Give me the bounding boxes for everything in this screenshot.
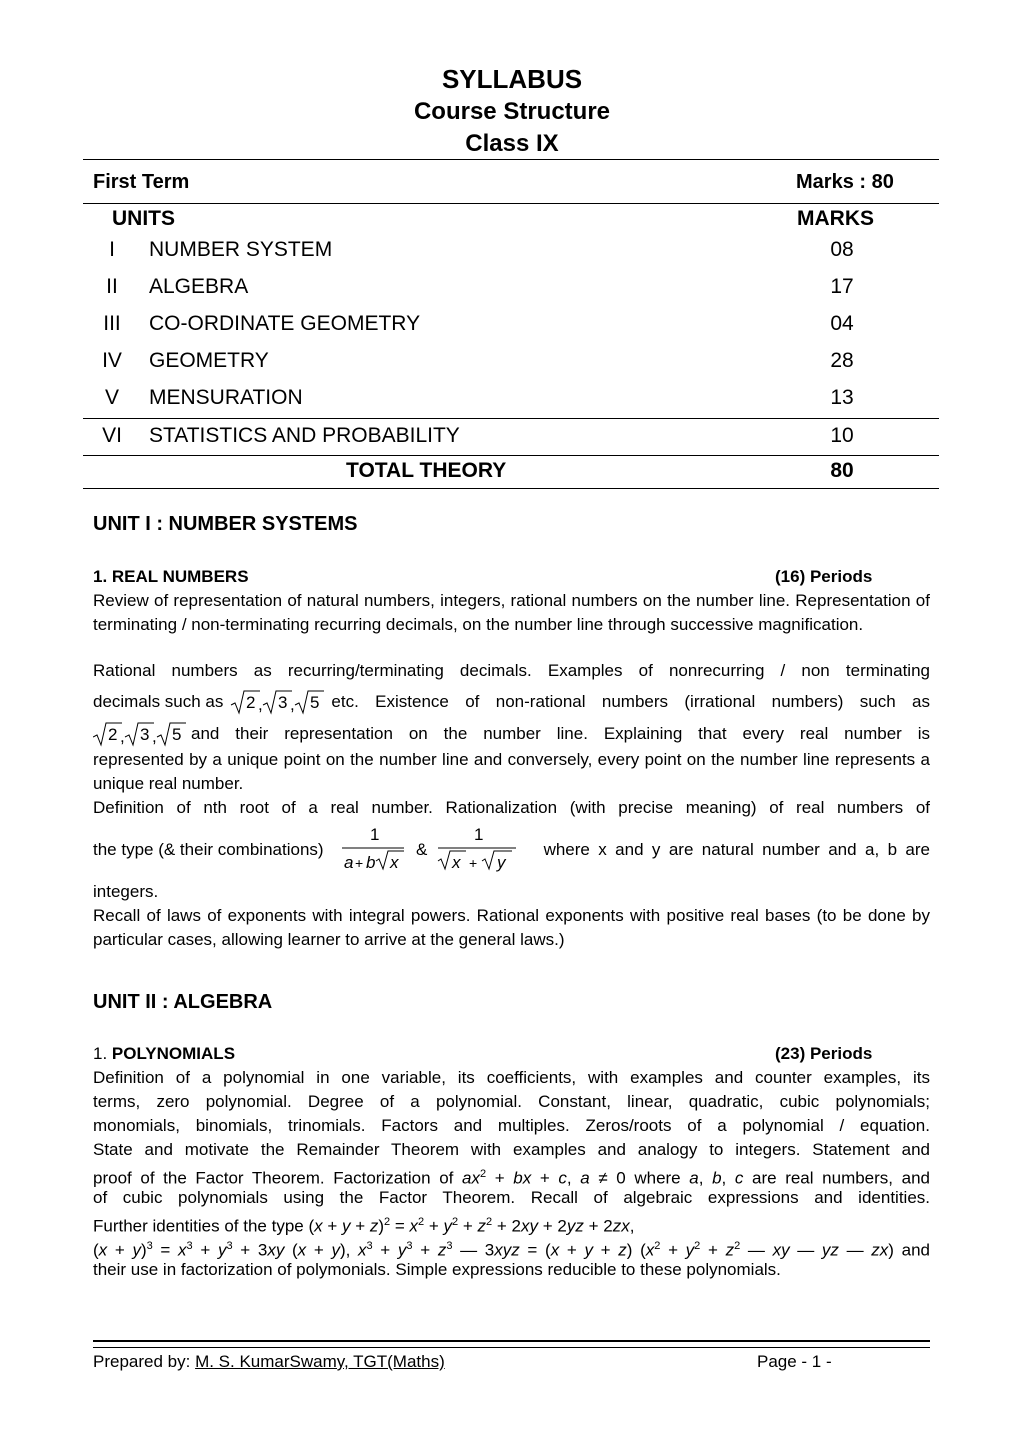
unit-name: MENSURATION [149,386,303,409]
unit-name: CO-ORDINATE GEOMETRY [149,312,421,335]
unit1-paragraph-2 [93,659,930,683]
unit1-paragraph-2-end: represented by a unique point on the number line and conversely, every point on the number line represents a unique real number. [93,750,930,793]
unit-marks: 13 [830,386,854,409]
svg-text:x: x [389,853,399,872]
unit2-paragraph-1: Definition of a polynomial in one variable, its coefficients, with examples and counter examples, its terms, zero polynomial. Degree of a polynomial. Constant, linear, quadratic, cubic polynomials; monomials, binomials, trinomials. Factors and multiples. Zeros/roots of a polynomial / equation. State and motivate the Remainder Theorem with examples and analogy to integers. Statement and proof of the Factor Theorem. Factorization of $ax^2$ + bx + c, a ≠ 0 where a, b, c are real numbers, and of cubic polynomials using the Factor Theorem. Recall of algebraic expressions and identities. Further identities of the type $(x + y + z)^2 = x^2 + y^2 + z^2 + 2xy + 2yz + 2zx$, $(x + y)^3 = x^3 + y^3 + 3xy$ (x + y), $x^3 + y^3 + z^3$ — 3xyz = (x + y + z) ($x^2 + y^2 + z^2$ — xy — yz — zx) and their use in factorization of polymonials. Simple expressions reducible to these polynomials. [93,1068,930,1279]
unit1-paragraph-3-line [93,822,930,878]
prepared-label: Prepared by: [93,1352,191,1371]
svg-text:,: , [120,727,125,746]
unit-name: STATISTICS AND PROBABILITY [149,424,460,447]
svg-text:2: 2 [246,693,256,712]
term-label: First Term [93,171,190,193]
rule-total [83,455,939,456]
table-row [0,312,1024,342]
page-title: SYLLABUS [441,64,583,94]
table-row [0,238,1024,268]
surd-list-math [229,688,331,716]
svg-text:1: 1 [473,825,484,844]
table-row [0,349,1024,379]
svg-text:+: + [468,855,477,871]
unit1-paragraph-2-line [93,688,930,716]
unit1-paragraph-2-line [93,720,930,748]
unit2-topic [93,1044,235,1064]
marks-column-header: MARKS [797,207,874,230]
unit1-paragraph-1: Review of representation of natural numbers, integers, rational numbers on the number line. Representation of terminating / non-terminating recurring decimals, on the number line through successive magnification. [93,591,930,634]
svg-text:1: 1 [369,825,380,844]
unit1-topic: 1. REAL NUMBERS [93,567,249,586]
text-fragment: etc. Existence of non-rational numbers (irrational numbers) such as [331,692,930,711]
text-fragment: and their representation on the number line. Explaining that every real number is [191,724,930,743]
unit-name: ALGEBRA [149,275,249,298]
unit2-heading: UNIT II : ALGEBRA [93,991,273,1013]
svg-text:3: 3 [140,725,150,744]
unit-number: VI [102,424,122,447]
table-row [0,386,1024,416]
rule-bottom [83,488,939,489]
svg-text:y: y [496,853,506,872]
svg-text:,: , [290,695,296,714]
total-marks: 80 [830,459,854,482]
svg-text:5: 5 [310,693,320,712]
unit-marks: 04 [830,312,854,335]
page-subtitle: Course Structure [413,98,611,125]
text-line: Definition of nth root of a real number. Rationalization (with precise meaning) of real numbers of [93,798,930,817]
unit1-heading: UNIT I : NUMBER SYSTEMS [93,513,358,535]
text-fragment: where x and y are natural number and a, b are [543,840,930,859]
topic-number: 1. [93,1044,108,1063]
surd-list-math [93,720,191,748]
unit-number: III [103,312,121,335]
unit1-paragraph-3 [93,796,930,820]
unit-number: V [104,386,119,409]
text-fragment: the type (& their combinations) [93,840,324,859]
svg-text:&: & [415,840,427,859]
rule-term [83,203,939,204]
unit-marks: 10 [830,424,854,447]
text-line: Rational numbers as recurring/terminating decimals. Examples of nonrecurring / non terminating [93,661,930,680]
rationalization-fractions-math [334,822,530,878]
term-marks: Marks : 80 [796,171,894,193]
unit1-periods: (16) Periods [775,567,873,586]
svg-text:,: , [258,695,264,714]
unit1-paragraph-3-end: integers. [93,882,159,901]
units-column-header: UNITS [112,207,175,230]
unit-marks: 28 [830,349,854,372]
page-number: Page - 1 - [757,1352,832,1371]
unit-marks: 17 [830,275,854,298]
footer-rule [93,1340,930,1348]
unit2-periods: (23) Periods [775,1044,873,1063]
rule-top [83,159,939,160]
svg-text:+: + [354,855,363,871]
unit-number: IV [102,349,122,372]
rule-row [83,418,939,419]
svg-text:b: b [365,853,376,872]
unit-name: GEOMETRY [149,349,269,372]
class-label: Class IX [465,130,559,157]
svg-text:3: 3 [278,693,288,712]
topic-title: POLYNOMIALS [111,1044,236,1063]
svg-text:a: a [343,853,354,872]
svg-text:2: 2 [108,725,118,744]
unit-number: I [109,238,115,261]
unit-name: NUMBER SYSTEM [149,238,333,261]
unit-number: II [106,275,118,298]
svg-text:,: , [152,727,157,746]
table-row [0,424,1024,454]
svg-text:5: 5 [172,725,182,744]
author-name: M. S. KumarSwamy, TGT(Maths) [195,1352,445,1371]
text-fragment: decimals such as [93,692,224,711]
unit1-paragraph-4: Recall of laws of exponents with integral powers. Rational exponents with positive real bases (to be done by particular cases, allowing learner to arrive at the general laws.) [93,906,930,949]
table-row [0,275,1024,305]
svg-text:x: x [451,853,461,872]
unit-marks: 08 [830,238,854,261]
footer-credit [93,1352,445,1372]
total-label: TOTAL THEORY [346,459,507,482]
